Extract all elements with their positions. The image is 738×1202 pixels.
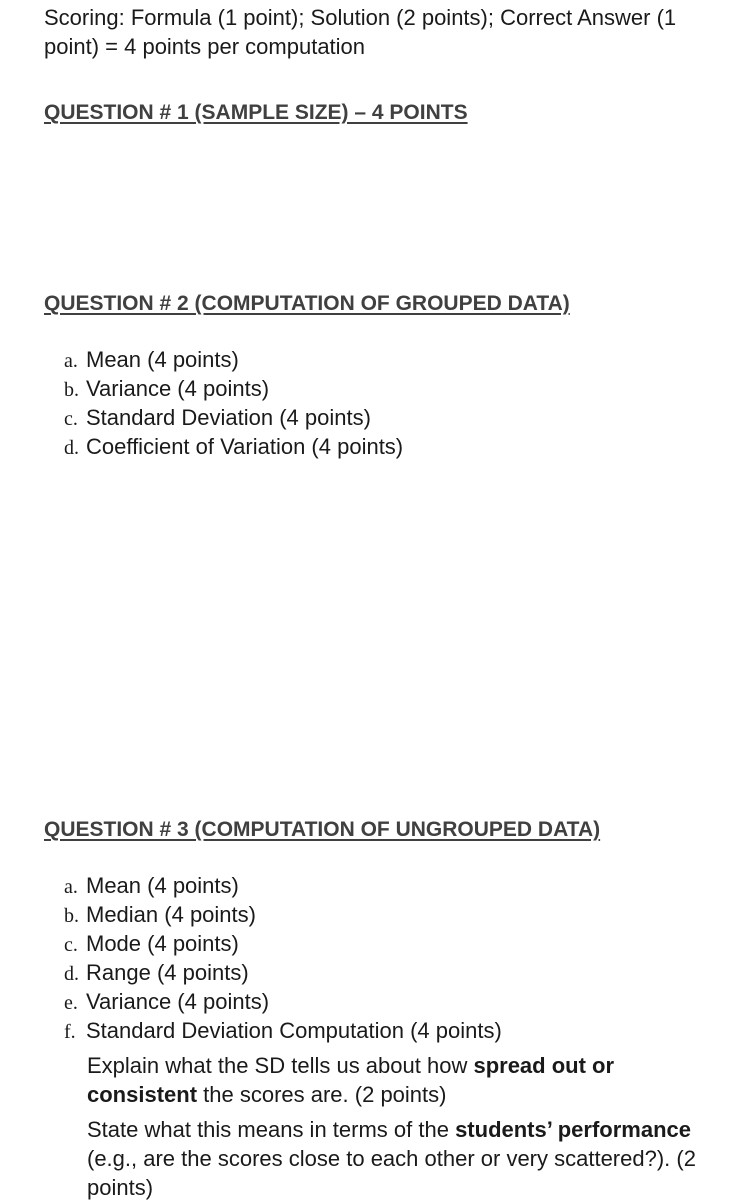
list-item-text: Range (4 points): [86, 960, 249, 985]
performance-text-end: (e.g., are the scores close to each other or very scattered?). (2 points): [87, 1146, 696, 1200]
list-marker: c.: [64, 934, 78, 956]
question-2-heading: QUESTION # 2 (COMPUTATION OF GROUPED DATA): [44, 292, 570, 315]
performance-emphasis: students’ performance: [455, 1117, 692, 1142]
list-item: [64, 345, 403, 374]
list-marker: e.: [64, 992, 78, 1014]
list-item-text: Standard Deviation (4 points): [86, 405, 371, 430]
list-item: [64, 929, 502, 958]
sd-explanation-prompt: [87, 1051, 717, 1109]
scoring-text: Scoring: Formula (1 point); Solution (2 points); Correct Answer (1 point) = 4 points per computation: [44, 5, 677, 59]
sd-explanation-text: Explain what the SD tells us about how: [87, 1053, 474, 1078]
list-item-text: Variance (4 points): [86, 989, 270, 1014]
list-item-text: Coefficient of Variation (4 points): [86, 434, 404, 459]
list-marker: b.: [64, 379, 79, 401]
list-item-text: Mode (4 points): [86, 931, 239, 956]
list-item: [64, 403, 403, 432]
list-item: [64, 871, 502, 900]
list-marker: b.: [64, 905, 79, 927]
sd-explanation-emphasis: spread out or consistent: [87, 1053, 615, 1107]
list-item: [64, 374, 403, 403]
list-item-text: Mean (4 points): [86, 873, 239, 898]
list-item: [64, 900, 502, 929]
list-item-text: Standard Deviation Computation (4 points): [86, 1018, 502, 1043]
list-item-text: Median (4 points): [86, 902, 256, 927]
performance-prompt: [87, 1115, 717, 1202]
performance-text: State what this means in terms of the: [87, 1117, 456, 1142]
list-item: [64, 432, 404, 461]
list-marker: c.: [64, 408, 78, 430]
question-2-items: [64, 345, 404, 461]
list-item: [64, 1016, 502, 1045]
list-item-text: Variance (4 points): [86, 376, 270, 401]
question-3-items: [64, 871, 502, 1045]
list-marker: a.: [64, 876, 78, 898]
question-1-heading: QUESTION # 1 (SAMPLE SIZE) – 4 POINTS: [44, 101, 468, 124]
list-marker: d.: [64, 437, 79, 459]
list-marker: f.: [64, 1021, 76, 1043]
list-item: [64, 987, 502, 1016]
list-item-text: Mean (4 points): [86, 347, 239, 372]
list-item: [64, 958, 502, 987]
list-marker: a.: [64, 350, 78, 372]
question-3-heading: QUESTION # 3 (COMPUTATION OF UNGROUPED DATA): [44, 818, 601, 841]
list-marker: d.: [64, 963, 79, 985]
sd-explanation-text-end: the scores are. (2 points): [197, 1082, 447, 1107]
